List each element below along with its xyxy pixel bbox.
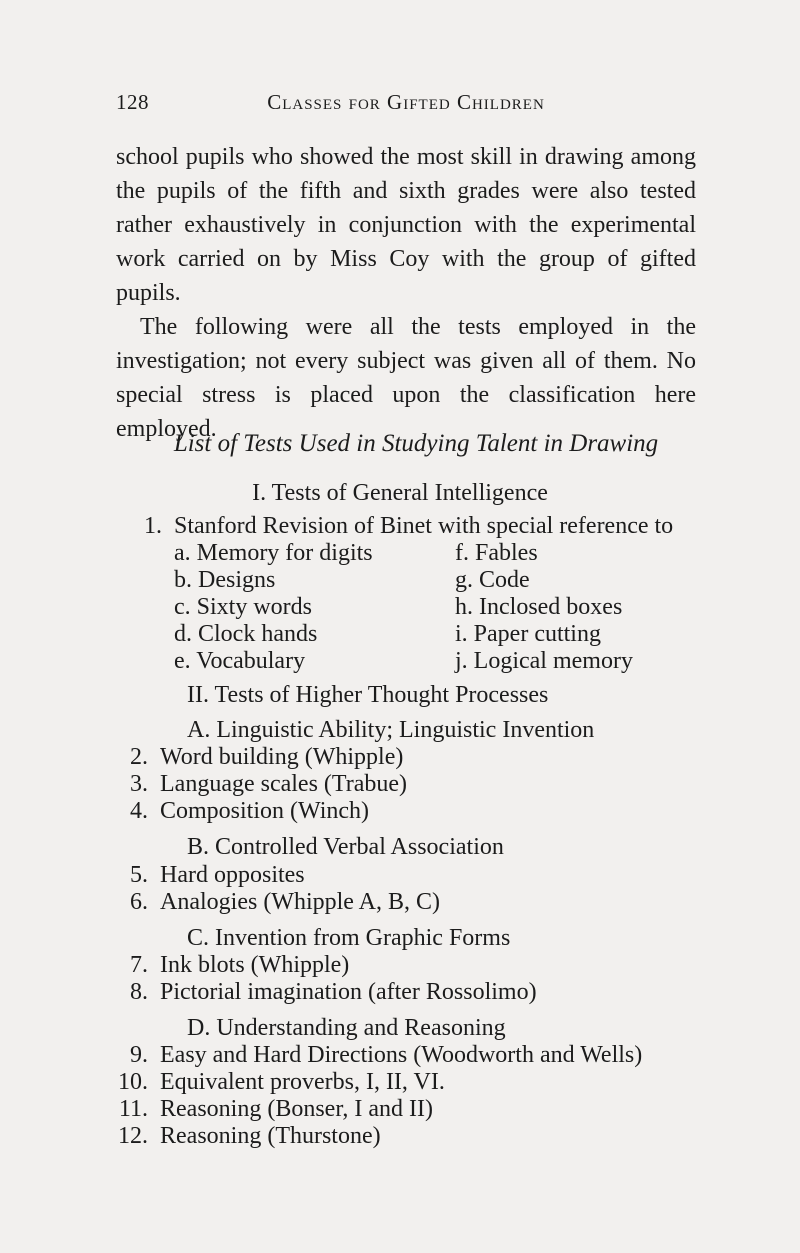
subitem-g: g. Code [455,567,530,593]
section-1-heading: I. Tests of General Intelligence [252,480,548,506]
item-number: 5. [130,862,148,888]
item-text: Stanford Revision of Binet with special reference to [174,513,674,539]
item-number: 7. [130,952,148,978]
list-item-2 [130,744,404,771]
list-item-3 [130,771,408,798]
item-number: 6. [130,889,148,915]
subitem-f: f. Fables [455,540,538,566]
item-number: 12. [118,1123,148,1149]
group-d-heading: D. Understanding and Reasoning [187,1015,506,1041]
item-number: 1. [144,513,162,539]
item-number: 4. [130,798,148,824]
paragraph-1: school pupils who showed the most skill in drawing among the pupils of the fifth and sixth grades were also tested rather exhaustively in conjunction with the experimental work carried on by Miss Coy with the group of gifted pupils. [116,144,696,306]
list-title: List of Tests Used in Studying Talent in Drawing [173,430,659,457]
item-text: Easy and Hard Directions (Woodworth and Wells) [160,1042,643,1068]
subitem-d: d. Clock hands [174,621,318,647]
running-title: Classes for Gifted Children [267,90,545,114]
subitem-j: j. Logical memory [455,648,633,674]
subitem-e: e. Vocabulary [174,648,306,674]
item-text: Reasoning (Bonser, I and II) [160,1096,433,1122]
subitem-h: h. Inclosed boxes [455,594,623,620]
subitem-i: i. Paper cutting [455,621,601,647]
item-text: Pictorial imagination (after Rossolimo) [160,979,537,1005]
body-text [116,140,696,446]
group-a-heading: A. Linguistic Ability; Linguistic Invention [187,717,595,743]
item-text: Language scales (Trabue) [160,771,408,797]
subitem-b: b. Designs [174,567,276,593]
list-item-10 [118,1069,445,1096]
item-number: 10. [118,1069,148,1095]
item-text: Analogies (Whipple A, B, C) [160,889,440,915]
item-text: Word building (Whipple) [160,744,404,770]
group-b-heading: B. Controlled Verbal Association [187,834,504,860]
list-item-5 [130,862,305,889]
item-number: 3. [130,771,148,797]
item-text: Equivalent proverbs, I, II, VI. [160,1069,445,1095]
item-number: 8. [130,979,148,1005]
list-item-7 [130,952,350,979]
item-number: 2. [130,744,148,770]
list-item-12 [118,1123,381,1150]
list-item-8 [130,979,537,1006]
list-item-11 [118,1096,433,1123]
item-number: 11. [118,1096,148,1122]
item-text: Ink blots (Whipple) [160,952,350,978]
page-number: 128 [116,90,149,114]
list-item-4 [130,798,370,825]
item-text: Hard opposites [160,862,305,888]
subitem-c: c. Sixty words [174,594,312,620]
group-c-heading: C. Invention from Graphic Forms [187,925,511,951]
paragraph-2: The following were all the tests employed in the investigation; not every subject was given all of them. No special stress is placed upon the classification here employed. [116,314,696,442]
item-text: Composition (Winch) [160,798,370,824]
item-number: 9. [130,1042,148,1068]
subitem-a: a. Memory for digits [174,540,373,566]
list-item-9 [130,1042,643,1069]
list-item-6 [130,889,440,916]
section-2-heading: II. Tests of Higher Thought Processes [187,682,549,708]
list-item-1 [144,513,674,540]
item-text: Reasoning (Thurstone) [160,1123,381,1149]
